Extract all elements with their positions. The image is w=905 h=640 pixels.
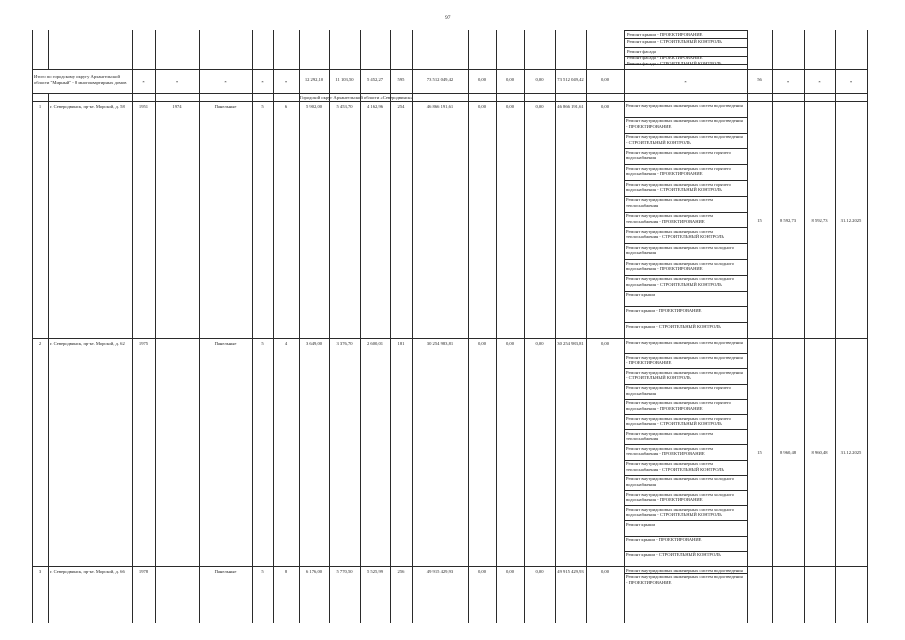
work-item: Ремонт внутридомовых инженерных систем холодного водоснабжения - ПРОЕКТИРОВАНИЕ (626, 260, 735, 272)
work-item: Ремонт внутридомовых инженерных систем теплоснабжения (626, 430, 713, 442)
row-owners-funds: 30 254 983,81 (557, 341, 584, 346)
table-rule (772, 30, 773, 623)
work-item: Ремонт внутридомовых инженерных систем холодного водоснабжения - ПРОЕКТИРОВАНИЕ (626, 491, 735, 503)
row-area-premises: 5 453,70 (336, 104, 353, 109)
row-fund: 0,00 (505, 341, 515, 346)
total-residents: 595 (397, 77, 405, 82)
work-item: Ремонт внутридомовых инженерных систем теплоснабжения - СТРОИТЕЛЬНЫЙ КОНТРОЛЬ (626, 461, 725, 472)
row-fund: 0,00 (535, 569, 544, 574)
table-rule (496, 30, 497, 623)
row-residents: 256 (397, 569, 405, 574)
row-floors: 5 (261, 104, 264, 109)
row-fund: 0,00 (477, 104, 487, 109)
row-other-funds: 0,00 (600, 104, 610, 109)
row-fund: 0,00 (477, 341, 487, 346)
total-area: 12 292,10 (304, 77, 324, 82)
row-cost: 30 254 983,81 (426, 341, 454, 346)
work-item: Ремонт внутридомовых инженерных систем водоотведения (626, 102, 743, 108)
work-item: Ремонт внутридомовых инженерных систем горячего водоснабжения (626, 385, 731, 396)
table-rule (299, 30, 300, 623)
row-wall-material: Панельные (214, 104, 237, 109)
page-number: 97 (445, 15, 451, 21)
work-item: Ремонт внутридомовых инженерных систем водоотведения (626, 567, 743, 573)
work-item: Ремонт крыши - СТРОИТЕЛЬНЫЙ КОНТРОЛЬ (626, 323, 721, 329)
work-item: Ремонт крыши - СТРОИТЕЛЬНЫЙ КОНТРОЛЬ (627, 38, 722, 44)
row-unit-cost: 8 960,48 (779, 450, 797, 455)
table-rule (468, 30, 469, 623)
work-item: Ремонт крыши - ПРОЕКТИРОВАНИЕ (626, 307, 702, 313)
row-residents: 254 (397, 104, 405, 109)
row-entrances: 4 (284, 341, 288, 346)
total-mark: * (261, 80, 264, 85)
table-rule (252, 30, 253, 623)
table-rule (390, 30, 391, 623)
table-rule (32, 69, 867, 70)
work-item: Ремонт внутридомовых инженерных систем холодного водоснабжения - СТРОИТЕЛЬНЫЙ КОНТРОЛЬ (626, 506, 735, 518)
total-fund: 0,00 (505, 77, 515, 82)
work-item: Ремонт внутридомовых инженерных систем горячего водоснабжения - СТРОИТЕЛЬНЫЙ КОНТРОЛЬ (626, 181, 731, 193)
row-works-count: 15 (757, 217, 762, 223)
total-cost: 73 512 049,42 (426, 77, 454, 82)
row-area: 5 902,00 (305, 104, 323, 109)
work-item: Ремонт внутридомовых инженерных систем холодного водоснабжения (626, 476, 735, 487)
row-cost: 46 866 191,61 (426, 104, 454, 109)
row-unit-cost-limit: 8 592,73 (811, 217, 828, 223)
row-cost: 49 915 429,93 (426, 569, 454, 574)
table-rule (586, 30, 587, 623)
table-rule (155, 30, 156, 623)
total-fund: 0,00 (535, 77, 544, 82)
work-item: Ремонт внутридомовых инженерных систем холодного водоснабжения (626, 244, 735, 256)
row-number: 2 (38, 341, 42, 346)
work-item: Ремонт крыши (626, 292, 655, 298)
table-rule (48, 30, 49, 69)
table-rule (360, 30, 361, 623)
work-item: Ремонт внутридомовых инженерных систем горячего водоснабжения - ПРОЕКТИРОВАНИЕ (626, 400, 731, 411)
row-unit-cost: 8 592,73 (779, 217, 797, 223)
table-rule (132, 30, 133, 623)
row-entrances: 6 (284, 104, 288, 109)
row-fund: 0,00 (505, 104, 515, 109)
total-mark: * (142, 80, 145, 85)
work-item: Ремонт внутридомовых инженерных систем водоотведения - ПРОЕКТИРОВАНИЕ (626, 354, 743, 366)
row-number: 1 (38, 104, 42, 109)
work-item: Ремонт внутридомовых инженерных систем теплоснабжения - ПРОЕКТИРОВАНИЕ (626, 445, 713, 457)
work-item: Ремонт крыши - ПРОЕКТИРОВАНИЕ (626, 537, 702, 543)
table-rule (32, 93, 867, 94)
row-year-built: 1951 (138, 104, 149, 109)
row-floors: 5 (261, 569, 264, 574)
table-rule (48, 93, 49, 623)
table-rule (555, 30, 556, 623)
work-item: Ремонт внутридомовых инженерных систем горячего водоснабжения - СТРОИТЕЛЬНЫЙ КОНТРОЛЬ (626, 415, 731, 427)
row-year-built: 1975 (138, 341, 149, 346)
row-address: г. Северодвинск, пр-кт. Морской, д. 58 (50, 104, 125, 109)
row-address: г. Северодвинск, пр-кт. Морской, д. 62 (50, 341, 125, 346)
total-mark: * (224, 80, 227, 85)
work-item: Ремонт внутридомовых инженерных систем водоотведения - ПРОЕКТИРОВАНИЕ (626, 118, 743, 129)
table-rule (624, 30, 625, 623)
work-item: Ремонт внутридомовых инженерных систем водоотведения - ПРОЕКТИРОВАНИЕ (626, 574, 743, 585)
section-title: Городской округ Архангельской области «Северодвинск» (300, 95, 413, 100)
table-rule (199, 30, 200, 623)
work-item: Ремонт фасада (627, 49, 656, 54)
total-other-funds: 0,00 (600, 77, 610, 82)
total-mark: * (818, 80, 821, 85)
row-year-built: 1978 (138, 569, 149, 574)
total-fund: 0,00 (477, 77, 487, 82)
row-owners-funds: 49 915 429,93 (557, 569, 584, 574)
table-rule (329, 30, 330, 623)
total-mark: * (284, 80, 288, 85)
row-deadline: 31.12.2025 (840, 450, 862, 455)
work-item: Ремонт крыши - СТРОИТЕЛЬНЫЙ КОНТРОЛЬ (626, 552, 721, 558)
row-number: 3 (38, 569, 42, 574)
table-rule (273, 30, 274, 623)
total-mark: * (786, 80, 790, 85)
table-rule (624, 47, 747, 48)
total-mark: * (175, 80, 179, 85)
table-rule (624, 30, 747, 31)
total-owners-funds: 73 512 049,42 (557, 77, 584, 82)
row-unit-cost-limit: 8 960,48 (811, 450, 828, 455)
work-item: Ремонт внутридомовых инженерных систем водоотведения - СТРОИТЕЛЬНЫЙ КОНТРОЛЬ (626, 134, 743, 145)
row-fund: 0,00 (505, 569, 515, 574)
work-item: Ремонт внутридомовых инженерных систем горячего водоснабжения (626, 149, 731, 161)
row-wall-material: Панельные (214, 569, 237, 574)
row-area: 3 649,00 (305, 341, 323, 346)
total-mark: * (684, 80, 687, 85)
table-rule (804, 30, 805, 623)
total-works-count: 56 (757, 77, 762, 82)
table-rule (867, 30, 868, 623)
row-area-premises: 3 376,70 (336, 341, 353, 346)
work-item: Ремонт внутридомовых инженерных систем теплоснабжения - ПРОЕКТИРОВАНИЕ (626, 213, 713, 224)
row-floors: 5 (261, 341, 264, 346)
row-fund: 0,00 (535, 341, 544, 346)
total-mark: * (849, 80, 853, 85)
work-item: Ремонт внутридомовых инженерных систем теплоснабжения (626, 197, 713, 208)
row-works-count: 15 (757, 450, 762, 455)
table-rule (412, 30, 413, 623)
work-item: Ремонт внутридомовых инженерных систем холодного водоснабжения - СТРОИТЕЛЬНЫЙ КОНТРОЛЬ (626, 276, 735, 287)
row-year-overhaul: 1974 (172, 104, 182, 109)
work-item: Ремонт крыши (626, 521, 655, 527)
row-area-premises: 5 770,50 (336, 569, 353, 574)
work-item: Ремонт внутридомовых инженерных систем водоотведения - СТРОИТЕЛЬНЫЙ КОНТРОЛЬ (626, 369, 743, 381)
work-item: Ремонт внутридомовых инженерных систем водоотведения (626, 339, 743, 345)
row-fund: 0,00 (535, 104, 544, 109)
work-item: Ремонт крыши - ПРОЕКТИРОВАНИЕ (627, 32, 703, 37)
row-fund: 0,00 (477, 569, 487, 574)
work-item: Ремонт фасада - СТРОИТЕЛЬНЫЙ КОНТРОЛЬ (627, 60, 722, 66)
row-address: г. Северодвинск, пр-кт. Морской, д. 66 (50, 569, 125, 574)
work-item: Ремонт внутридомовых инженерных систем горячего водоснабжения - ПРОЕКТИРОВАНИЕ (626, 165, 731, 177)
table-rule (835, 30, 836, 623)
total-label: Итого по городскому округу Архангельской области "Мирный" - 8 многоквартирных домов (34, 74, 127, 85)
row-other-funds: 0,00 (600, 569, 610, 574)
row-area-residential: 2 600,01 (366, 341, 384, 346)
row-wall-material: Панельные (214, 341, 237, 346)
table-rule (32, 30, 33, 623)
work-item: Ремонт фасада - ПРОЕКТИРОВАНИЕ (627, 54, 703, 60)
work-item: Ремонт внутридомовых инженерных систем теплоснабжения - СТРОИТЕЛЬНЫЙ КОНТРОЛЬ (626, 228, 725, 240)
total-area-residential: 5 452,27 (366, 77, 384, 82)
row-deadline: 31.12.2025 (840, 217, 862, 223)
row-owners-funds: 46 866 191,61 (557, 104, 584, 109)
table-rule (747, 30, 748, 623)
row-entrances: 8 (284, 569, 288, 574)
total-area-premises: 11 103,50 (335, 77, 354, 82)
row-area-residential: 5 525,99 (366, 569, 384, 574)
row-residents: 181 (397, 341, 405, 346)
row-area: 6 176,00 (305, 569, 323, 574)
row-area-residential: 4 162,96 (366, 104, 384, 109)
table-rule (524, 30, 525, 623)
row-other-funds: 0,00 (600, 341, 610, 346)
